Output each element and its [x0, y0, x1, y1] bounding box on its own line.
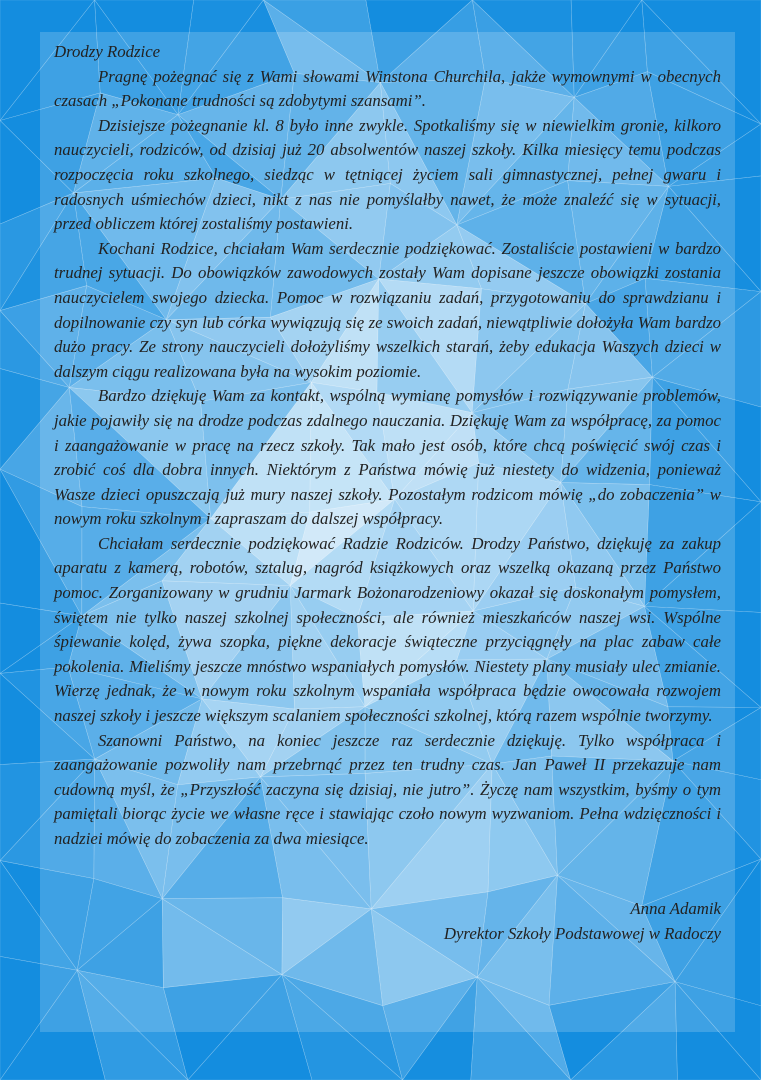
letter-paragraph: Pragnę pożegnać się z Wami słowami Winstona Churchila, jakże wymownymi w obecnych czasach „Pokonane trudności są zdobytymi szansami”. — [54, 66, 721, 111]
signature-title: Dyrektor Szkoły Podstawowej w Radoczy — [443, 923, 721, 943]
letter — [54, 40, 721, 946]
letter-paragraph: Dzisiejsze pożegnanie kl. 8 było inne zwykle. Spotkaliśmy się w niewielkim gronie, kilkoro nauczycieli, rodziców, od dzisiaj już 20 absolwentów naszej szkoły. Kilka miesięcy temu podczas rozpoczęcia roku szkolnego, siedząc w tętniącej życiem sali gimnastycznej, pełnej gwaru i radosnych uśmiechów dzieci, nikt z nas nie pomyślałby nawet, że może znaleźć się w sytuacji, przed obliczem której zostaliśmy postawieni. — [54, 115, 721, 234]
signature-block — [54, 896, 721, 946]
letter-paragraph: Kochani Rodzice, chciałam Wam serdecznie podziękować. Zostaliście postawieni w bardzo trudnej sytuacji. Do obowiązków zawodowych zostały Wam dopisane jeszcze obowiązki zostania nauczycielem swojego dziecka. Pomoc w rozwiązaniu zadań, przygotowaniu do sprawdzianu i dopilnowanie czy syn lub córka wywiązują się ze swoich zadań, niewątpliwie dołożyła Wam bardzo dużo pracy. Ze strony nauczycieli dołożyliśmy wszelkich starań, żeby edukacja Waszych dzieci w dalszym ciągu realizowana była na wysokim poziomie. — [54, 238, 721, 381]
letter-paragraph: Szanowni Państwo, na koniec jeszcze raz serdecznie dziękuję. Tylko współpraca i zaangażowanie pozwoliły nam przebrnąć przez ten trudny czas. Jan Paweł II przekazuje nam cudowną myśl, że „Przyszłość zaczyna się dzisiaj, nie jutro”. Życzę nam wszystkim, byśmy o tym pamiętali biorąc życie we własne ręce i stawiając czoło nowym wyzwaniom. Pełna wdzięczności i nadziei mówię do zobaczenia za dwa miesiące. — [54, 730, 721, 848]
letter-paragraph: Bardzo dziękuję Wam za kontakt, wspólną wymianę pomysłów i rozwiązywanie problemów, jakie pojawiły się na drodze podczas zdalnego nauczania. Dziękuję Wam za współpracę, za pomoc i zaangażowanie w pracę na rzecz szkoły. Tak mało jest osób, które chcą poświęcić swój czas i zrobić coś dla dobra innych. Niektórym z Państwa mówię już niestety do widzenia, ponieważ Wasze dzieci opuszczają już mury naszej szkoły. Pozostałym rodzicom mówię „do zobaczenia” w nowym roku szkolnym i zapraszam do dalszej współpracy. — [54, 386, 721, 529]
letter-greeting: Drodzy Rodzice — [54, 42, 161, 61]
letter-paragraph: Chciałam serdecznie podziękować Radzie Rodziców. Drodzy Państwo, dziękuję za zakup aparatu z kamerą, robotów, sztalug, nagród książkowych oraz wszelką okazaną przez Państwo pomoc. Zorganizowany w grudniu Jarmark Bożonarodzeniowy okazał się doskonałym pomysłem, świętem nie tylko naszej szkolnej społeczności, ale również mieszkańców naszej wsi. Wspólne śpiewanie kolęd, żywa szopka, piękne dekoracje świąteczne przyciągnęły na plac zabaw całe pokolenia. Mieliśmy jeszcze mnóstwo wspaniałych pomysłów. Niestety plany musiały ulec zmianie. Wierzę jednak, że w nowym roku szkolnym wspaniała współpraca będzie owocowała rozwojem naszej szkoły i jeszcze większym scalaniem społeczności szkolnej, którą razem wspólnie tworzymy. — [54, 533, 721, 726]
signature-name: Anna Adamik — [630, 898, 721, 918]
